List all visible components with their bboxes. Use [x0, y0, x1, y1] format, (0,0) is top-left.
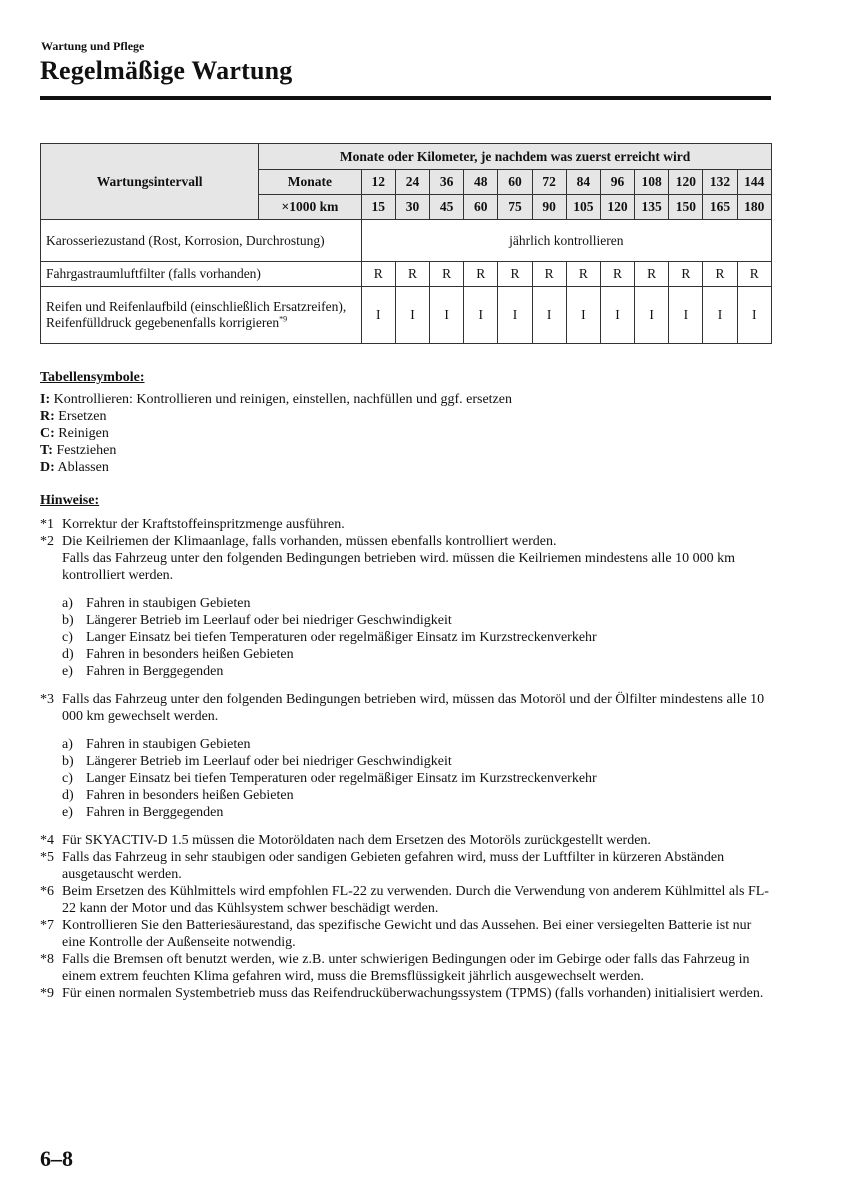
symbol-item: [40, 442, 772, 459]
page-number: 6–8: [40, 1146, 73, 1171]
symbol-item: [40, 408, 772, 425]
footnote-text: Korrektur der Kraftstoffeinspritzmenge ausführen.: [62, 517, 345, 532]
row-item-label: [41, 287, 362, 344]
km-cell: 75: [498, 195, 532, 220]
list-item: b) Längerer Betrieb im Leerlauf oder bei niedriger Geschwindigkeit: [62, 754, 452, 769]
footnote: [40, 917, 772, 951]
symbol-key: T:: [40, 443, 53, 458]
footnote-text: Die Keilriemen der Klimaanlage, falls vorhanden, müssen ebenfalls kontrolliert werden.: [62, 534, 557, 549]
footnote-text: Kontrollieren Sie den Batteriesäurestand, das spezifische Gewicht und das Aussehen. Bei einer versiegelten Batterie ist nur eine Kontrolle der Außenseite notwendig.: [62, 918, 752, 950]
symbol-cell: R: [635, 262, 669, 287]
symbol-item: [40, 391, 772, 408]
symbol-cell: I: [703, 287, 737, 344]
footnote-number: *5: [40, 850, 54, 865]
footnote: [40, 832, 772, 849]
km-cell: 165: [703, 195, 737, 220]
month-cell: 84: [566, 170, 600, 195]
km-cell: 180: [737, 195, 771, 220]
row-item-text: Reifen und Reifenlaufbild (einschließlich Ersatzreifen), Reifenfülldruck gegebenenfalls korrigieren: [46, 299, 347, 330]
title-rule: [40, 96, 771, 100]
table-row: [41, 220, 772, 262]
symbol-cell: R: [532, 262, 566, 287]
km-cell: 150: [669, 195, 703, 220]
symbol-cell: R: [395, 262, 429, 287]
km-cell: 60: [464, 195, 498, 220]
symbol-cell: R: [498, 262, 532, 287]
footnote: [40, 533, 772, 584]
month-cell: 12: [361, 170, 395, 195]
symbol-cell: R: [430, 262, 464, 287]
km-cell: 135: [635, 195, 669, 220]
symbol-cell: I: [395, 287, 429, 344]
symbol-desc: Ablassen: [54, 460, 109, 475]
notes-heading: Hinweise:: [40, 493, 100, 508]
symbol-cell: I: [361, 287, 395, 344]
symbol-cell: R: [600, 262, 634, 287]
footnote: [40, 516, 772, 533]
list-item: d) Fahren in besonders heißen Gebieten: [62, 647, 294, 662]
table-row: [41, 262, 772, 287]
footnote-text: Falls das Fahrzeug unter den folgenden Bedingungen betrieben wird. müssen die Keilriemen mindestens alle 10 000 km kontrolliert werden.: [62, 551, 736, 583]
footnote-number: *4: [40, 833, 54, 848]
annual-check-cell: jährlich kontrollieren: [361, 220, 771, 262]
footnote-ref: *9: [279, 314, 288, 324]
maintenance-table: [40, 143, 772, 344]
symbol-cell: R: [566, 262, 600, 287]
footnote-number: *7: [40, 918, 54, 933]
symbol-item: [40, 459, 772, 476]
symbol-cell: I: [669, 287, 703, 344]
notes-section: [40, 492, 772, 1002]
symbol-cell: I: [498, 287, 532, 344]
list-item: c) Langer Einsatz bei tiefen Temperaturen oder regelmäßiger Einsatz im Kurzstreckenverkehr: [62, 771, 597, 786]
footnote: [40, 691, 772, 725]
month-cell: 96: [600, 170, 634, 195]
footnote-number: *2: [40, 534, 54, 549]
list-item: e) Fahren in Berggegenden: [62, 805, 224, 820]
footnote-text: Beim Ersetzen des Kühlmittels wird empfohlen FL-22 zu verwenden. Durch die Verwendung von anderem Kühlmittel als FL-22 kann der Motor und das Kühlsystem schwer beschädigt werden.: [62, 884, 769, 916]
list-item: b) Längerer Betrieb im Leerlauf oder bei niedriger Geschwindigkeit: [62, 613, 452, 628]
symbol-desc: Ersetzen: [54, 409, 107, 424]
km-label: ×1000 km: [259, 195, 362, 220]
symbol-item: [40, 425, 772, 442]
month-cell: 24: [395, 170, 429, 195]
symbol-cell: R: [464, 262, 498, 287]
symbol-desc: Reinigen: [54, 426, 109, 441]
footnote-text: Für einen normalen Systembetrieb muss das Reifendrucküberwachungssystem (TPMS) (falls vorhanden) initialisiert werden.: [62, 986, 764, 1001]
list-item: c) Langer Einsatz bei tiefen Temperaturen oder regelmäßiger Einsatz im Kurzstreckenverkehr: [62, 630, 597, 645]
footnote-number: *8: [40, 952, 54, 967]
km-cell: 105: [566, 195, 600, 220]
symbol-cell: I: [430, 287, 464, 344]
row-item-label: Karosseriezustand (Rost, Korrosion, Durchrostung): [41, 220, 362, 262]
footnote-number: *1: [40, 517, 54, 532]
month-cell: 120: [669, 170, 703, 195]
km-cell: 90: [532, 195, 566, 220]
footnote-text: Falls das Fahrzeug in sehr staubigen oder sandigen Gebieten gefahren wird, muss der Luftfilter in kürzeren Abständen ausgetauscht werden.: [62, 850, 725, 882]
month-cell: 72: [532, 170, 566, 195]
month-cell: 36: [430, 170, 464, 195]
symbol-cell: I: [464, 287, 498, 344]
symbol-key: I:: [40, 392, 51, 407]
table-row: [41, 287, 772, 344]
symbol-cell: I: [600, 287, 634, 344]
span-header: Monate oder Kilometer, je nachdem was zuerst erreicht wird: [259, 144, 772, 170]
symbol-cell: I: [532, 287, 566, 344]
footnote-text: Für SKYACTIV-D 1.5 müssen die Motoröldaten nach dem Ersetzen des Motoröls zurückgestellt werden.: [62, 833, 651, 848]
month-cell: 144: [737, 170, 771, 195]
symbol-cell: I: [737, 287, 771, 344]
footnote: [40, 985, 772, 1002]
symbol-key: R:: [40, 409, 55, 424]
km-cell: 15: [361, 195, 395, 220]
symbol-desc: Festziehen: [52, 443, 117, 458]
footnote: [40, 883, 772, 917]
list-item: a) Fahren in staubigen Gebieten: [62, 596, 251, 611]
interval-header: Wartungsintervall: [41, 144, 259, 220]
months-label: Monate: [259, 170, 362, 195]
symbol-cell: R: [703, 262, 737, 287]
month-cell: 48: [464, 170, 498, 195]
footnote-text: Falls die Bremsen oft benutzt werden, wie z.B. unter schwierigen Bedingungen oder im Gebirge oder falls das Fahrzeug in einem extrem feuchten Klima gefahren wird, muss die Bremsflüssigkeit jährlich ausgewechselt werden.: [62, 952, 750, 984]
list-item: a) Fahren in staubigen Gebieten: [62, 737, 251, 752]
symbol-key: D:: [40, 460, 55, 475]
footnote-number: *3: [40, 692, 54, 707]
section-label: Wartung und Pflege: [41, 39, 145, 53]
row-item-label: Fahrgastraumluftfilter (falls vorhanden): [41, 262, 362, 287]
symbol-desc: Kontrollieren: Kontrollieren und reinigen, einstellen, nachfüllen und ggf. ersetzen: [50, 392, 512, 407]
km-cell: 45: [430, 195, 464, 220]
footnote-number: *9: [40, 986, 54, 1001]
footnote: [40, 951, 772, 985]
month-cell: 108: [635, 170, 669, 195]
symbol-cell: R: [361, 262, 395, 287]
month-cell: 60: [498, 170, 532, 195]
page-title: Regelmäßige Wartung: [40, 56, 293, 85]
list-item: d) Fahren in besonders heißen Gebieten: [62, 788, 294, 803]
km-cell: 30: [395, 195, 429, 220]
list-item: e) Fahren in Berggegenden: [62, 664, 224, 679]
footnote-text: Falls das Fahrzeug unter den folgenden Bedingungen betrieben wird, müssen das Motoröl und der Ölfilter mindestens alle 10 000 km gewechselt werden.: [62, 692, 765, 724]
symbol-cell: R: [737, 262, 771, 287]
symbols-heading: Tabellensymbole:: [40, 370, 145, 385]
symbols-legend: [40, 369, 772, 476]
symbol-cell: I: [566, 287, 600, 344]
symbol-cell: R: [669, 262, 703, 287]
symbol-cell: I: [635, 287, 669, 344]
footnote-number: *6: [40, 884, 54, 899]
km-cell: 120: [600, 195, 634, 220]
month-cell: 132: [703, 170, 737, 195]
footnote: [40, 849, 772, 883]
symbol-key: C:: [40, 426, 55, 441]
